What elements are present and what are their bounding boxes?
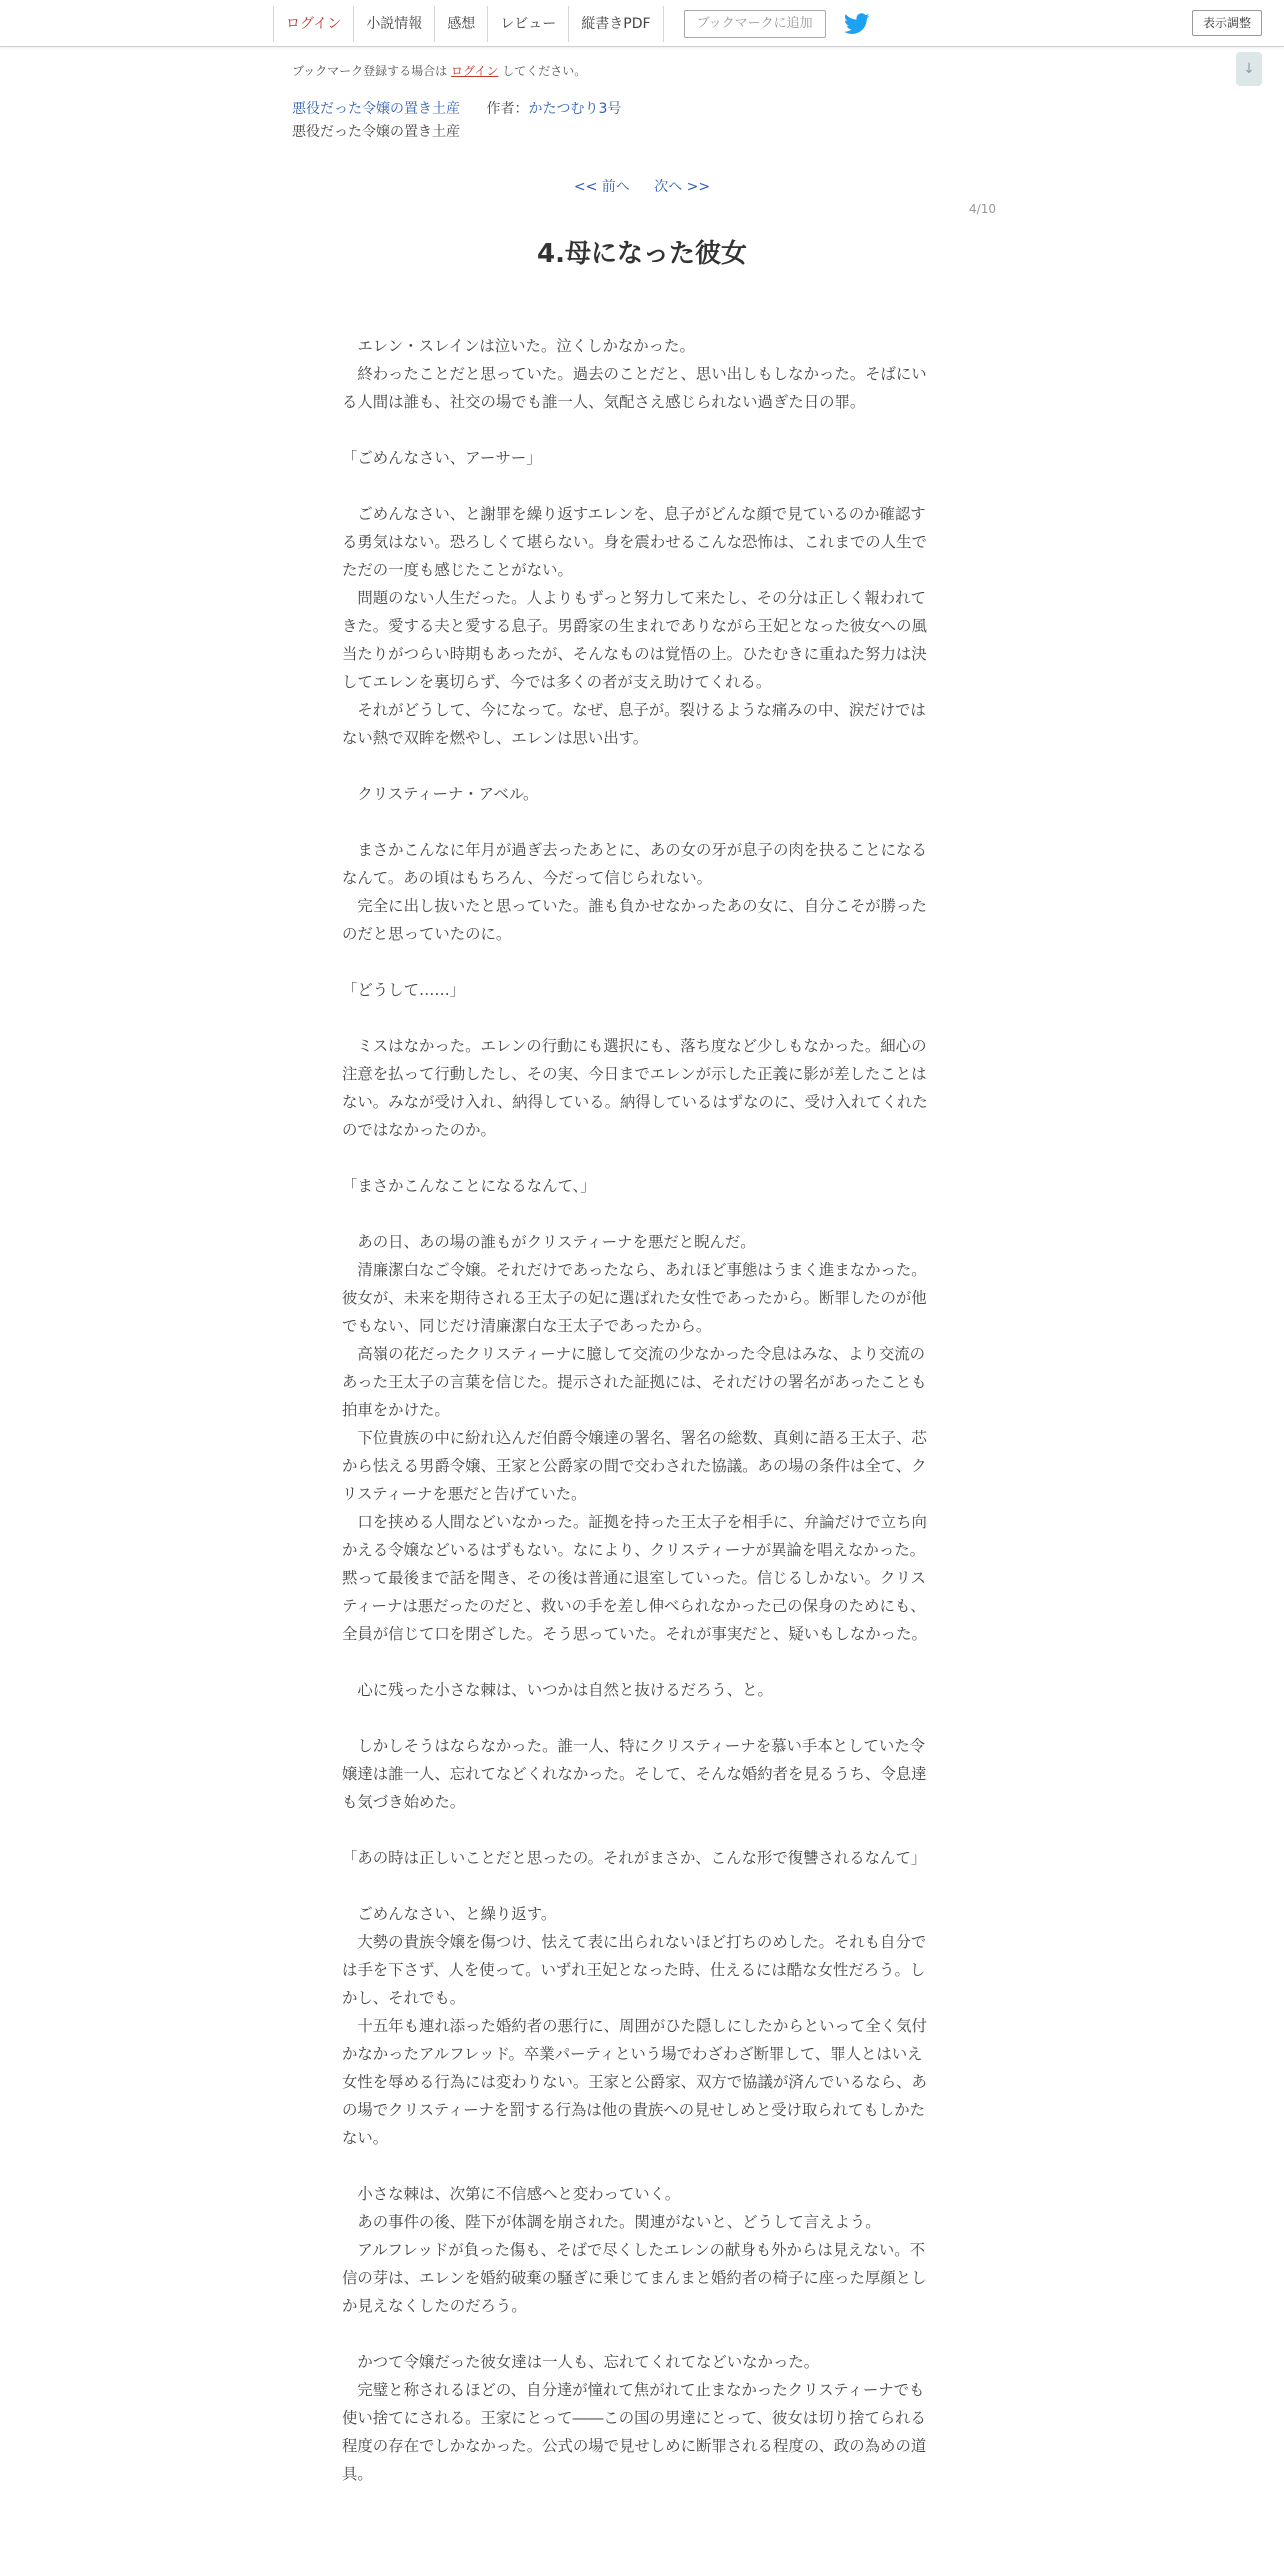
- body-line: アルフレッドが負った傷も、そばで尽くしたエレンの献身も外からは見えない。不信の芽は、エレンを婚約破棄の騒ぎに乗じてまんまと婚約者の椅子に座った厚顔としか見えなくしたのだろう。: [342, 2241, 927, 2315]
- prev-chapter-link[interactable]: << 前へ: [573, 179, 630, 195]
- body-line: ごめんなさい、と謝罪を繰り返すエレンを、息子がどんな顔で見ているのか確認する勇気はない。恐ろしくて堪らない。身を震わせるこんな恐怖は、これまでの人生でただの一度も感じたことがない。: [342, 505, 927, 579]
- series-title-link[interactable]: 悪役だった令嬢の置き土産: [292, 101, 460, 117]
- body-line: 小さな棘は、次第に不信感へと変わっていく。: [342, 2185, 681, 2203]
- body-line: 高嶺の花だったクリスティーナに臆して交流の少なかった令息はみな、より交流のあった王太子の言葉を信じた。提示された証拠には、それだけの署名があったことも拍車をかけた。: [342, 1345, 927, 1419]
- next-chapter-link[interactable]: 次へ >>: [654, 179, 711, 195]
- body-line: [342, 2320, 936, 2348]
- chapter-pager: [0, 176, 1284, 196]
- notice-login-link[interactable]: ログイン: [451, 64, 499, 78]
- body-line: それがどうして、今になって。なぜ、息子が。裂けるような痛みの中、涙だけではない熱で双眸を燃やし、エレンは思い出す。: [342, 701, 926, 747]
- body-line: [342, 948, 936, 976]
- body-line: まさかこんなに年月が過ぎ去ったあとに、あの女の牙が息子の肉を抉ることになるなんて。あの頃はもちろん、今だって信じられない。: [342, 841, 927, 887]
- novel-header: [292, 98, 621, 118]
- body-line: 心に残った小さな棘は、いつかは自然と抜けるだろう、と。: [342, 1681, 773, 1699]
- bookmark-login-notice: [292, 62, 586, 79]
- body-line: ごめんなさい、と繰り返す。: [342, 1905, 557, 1923]
- add-bookmark-button[interactable]: ブックマークに追加: [684, 10, 826, 38]
- body-line: 完璧と称されるほどの、自分達が憧れて焦がれて止まなかったクリスティーナでも使い捨てにされる。王家にとって――この国の男達にとって、彼女は切り捨てられる程度の存在でしかなかった。公式の場で見せしめに断罪される程度の、政の為めの道具。: [342, 2381, 927, 2483]
- author-name-link[interactable]: かたつむり3号: [528, 101, 622, 117]
- body-line: [342, 1200, 936, 1228]
- body-line: 下位貴族の中に紛れ込んだ伯爵令嬢達の署名、署名の総数、真剣に語る王太子、芯から怯える男爵令嬢、王家と公爵家の間で交わされた協議。あの場の条件は全て、クリスティーナを悪だと告げていた。: [342, 1429, 927, 1503]
- body-line: [342, 1816, 936, 1844]
- body-line: [342, 1704, 936, 1732]
- body-line: [342, 1872, 936, 1900]
- body-line: [342, 2152, 936, 2180]
- body-line: ミスはなかった。エレンの行動にも選択にも、落ち度など少しもなかった。細心の注意を払って行動したし、その実、今日までエレンが示した正義に影が差したことはない。みなが受け入れ、納得している。納得しているはずなのに、受け入れてくれたのではなかったのか。: [342, 1037, 928, 1139]
- body-line: [342, 472, 936, 500]
- body-line: しかしそうはならなかった。誰一人、特にクリスティーナを慕い手本としていた令嬢達は誰一人、忘れてなどくれなかった。そして、そんな婚約者を見るうち、令息達も気づき始めた。: [342, 1737, 927, 1811]
- nav-login[interactable]: ログイン: [273, 6, 353, 42]
- body-line: [342, 1648, 936, 1676]
- body-line: 問題のない人生だった。人よりもずっと努力して来たし、その分は正しく報われてきた。愛する夫と愛する息子。男爵家の生まれでありながら王妃となった彼女への風当たりがつらい時期もあったが、そんなものは覚悟の上。ひたむきに重ねた努力は決してエレンを裏切らず、今では多くの者が支え助けてくれる。: [342, 589, 927, 691]
- body-line: 「ごめんなさい、アーサー」: [342, 449, 542, 467]
- body-line: 口を挟める人間などいなかった。証拠を持った王太子を相手に、弁論だけで立ち向かえる令嬢などいるはずもない。なにより、クリスティーナが異論を唱えなかった。黙って最後まで話を聞き、その後は普通に退室していった。信じるしかない。クリスティーナは悪だったのだと、救いの手を差し伸べられなかった己の保身のためにも、全員が信じて口を閉ざした。そう思っていた。それが事実だと、疑いもしなかった。: [342, 1513, 927, 1643]
- novel-subtitle: 悪役だった令嬢の置き土産: [292, 124, 460, 140]
- top-navigation-bar: [0, 0, 1284, 47]
- body-line: 「あの時は正しいことだと思ったの。それがまさか、こんな形で復讐されるなんて」: [342, 1849, 927, 1867]
- body-line: 終わったことだと思っていた。過去のことだと、思い出しもしなかった。そばにいる人間は誰も、社交の場でも誰一人、気配さえ感じられない過ぎた日の罪。: [342, 365, 927, 411]
- notice-prefix: ブックマーク登録する場合は: [292, 64, 448, 78]
- nav-impressions[interactable]: 感想: [434, 6, 487, 42]
- body-line: [342, 1144, 936, 1172]
- nav-vertical-pdf[interactable]: 縦書きPDF: [568, 6, 663, 42]
- notice-suffix: してください。: [502, 64, 587, 78]
- author-label: 作者：: [486, 101, 529, 117]
- body-line: 「どうして……」: [342, 981, 466, 999]
- display-settings-button[interactable]: 表示調整: [1192, 10, 1262, 36]
- twitter-bird-icon[interactable]: [844, 13, 870, 35]
- body-line: 清廉潔白なご令嬢。それだけであったなら、あれほど事態はうまく進まなかった。彼女が、未来を期待される王太子の妃に選ばれた女性であったから。断罪したのが他でもない、同じだけ清廉潔白な王太子であったから。: [342, 1261, 927, 1335]
- body-line: クリスティーナ・アベル。: [342, 785, 539, 803]
- nav-novel-info[interactable]: 小説情報: [353, 6, 434, 42]
- body-line: かつて令嬢だった彼女達は一人も、忘れてくれてなどいなかった。: [342, 2353, 820, 2371]
- main-nav: [273, 6, 870, 42]
- nav-review[interactable]: レビュー: [487, 6, 568, 42]
- body-line: あの日、あの場の誰もがクリスティーナを悪だと睨んだ。: [342, 1233, 756, 1251]
- body-line: 大勢の貴族令嬢を傷つけ、怯えて表に出られないほど打ちのめした。それも自分では手を下さず、人を使って。いずれ王妃となった時、仕えるには酷な女性だろう。しかし、それでも。: [342, 1933, 927, 2007]
- body-line: [342, 1004, 936, 1032]
- body-line: [342, 808, 936, 836]
- body-line: エレン・スレインは泣いた。泣くしかなかった。: [342, 337, 695, 355]
- page-indicator: 4/10: [969, 202, 996, 216]
- chapter-body: [342, 332, 936, 2488]
- chapter-title: 4.母になった彼女: [537, 239, 747, 269]
- body-line: [342, 752, 936, 780]
- body-line: 完全に出し抜いたと思っていた。誰も負かせなかったあの女に、自分こそが勝ったのだと思っていたのに。: [342, 897, 927, 943]
- body-line: 十五年も連れ添った婚約者の悪行に、周囲がひた隠しにしたからといって全く気付かなかったアルフレッド。卒業パーティという場でわざわざ断罪して、罪人とはいえ女性を辱める行為には変わりない。王家と公爵家、双方で協議が済んでいるなら、あの場でクリスティーナを罰する行為は他の貴族への見せしめと受け取られてもしかたない。: [342, 2017, 927, 2147]
- body-line: 「まさかこんなことになるなんて、」: [342, 1177, 596, 1195]
- body-line: あの事件の後、陛下が体調を崩された。関連がないと、どうして言えよう。: [342, 2213, 881, 2231]
- body-line: [342, 416, 936, 444]
- scroll-down-arrow-icon[interactable]: ↓: [1236, 52, 1262, 86]
